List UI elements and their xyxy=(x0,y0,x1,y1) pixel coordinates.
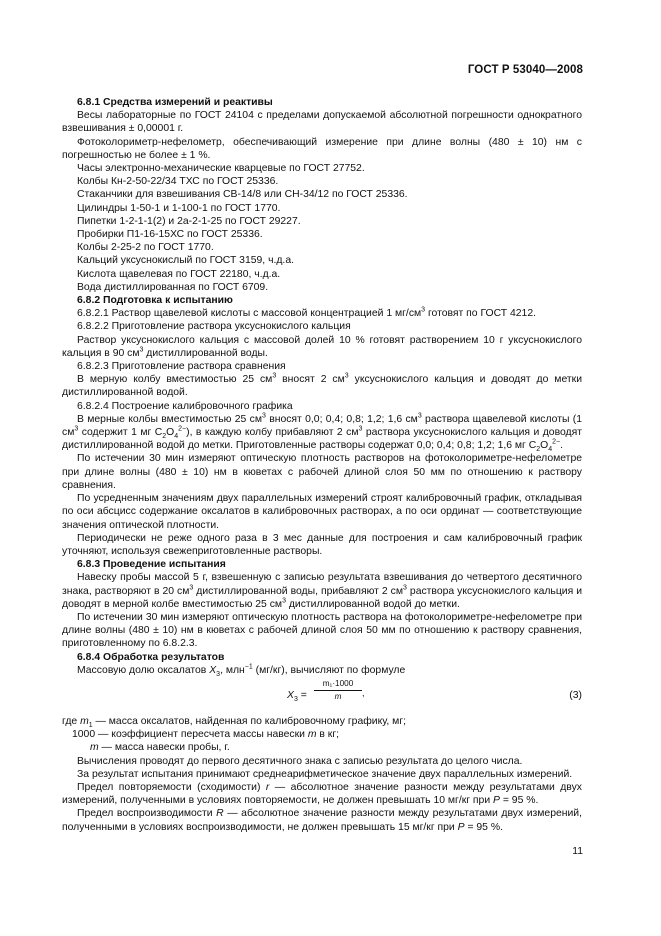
paragraph: По усредненным значениям двух параллельных измерений строят калибровочный график, откладывая по оси абсцисс содержание оксалатов в калибровочных растворах, а по оси ординат — соответствующие значения оптической плотности. xyxy=(62,493,582,531)
paragraph: По истечении 30 мин измеряют оптическую плотность раствора на фотоколориметре-нефелометре при длине волны (480 ± 10) нм в кюветах с рабочей длиной слоя 50 мм по отношению к раствору сравнения, приготовленному по 6.8.2.3. xyxy=(62,611,582,650)
paragraph: За результат испытания принимают среднеарифметическое значение двух параллельных измерений. xyxy=(77,768,573,780)
equipment-item: Весы лабораторные по ГОСТ 24104 с пределами допускаемой абсолютной погрешности однократного взвешивания ± 0,00001 г. xyxy=(62,110,582,135)
paragraph: По истечении 30 мин измеряют оптическую плотность растворов на фотоколориметре-нефелометре при длине волны (480 ± 10) нм в кюветах с рабочей длиной слоя 50 мм по отношению к раствору сравнения. xyxy=(62,453,582,491)
paragraph: Предел повторяемости (сходимости) r — абсолютное значение разности между результатами двух измерений, полученными в условиях повторяемости, не должен превышать 10 мг/кг при P = 95 %. xyxy=(62,781,582,807)
paragraph: Предел воспроизводимости R — абсолютное значение разности между результатами двух измерений, полученными в условиях воспроизводимости, не должен превышать 15 мг/кг при P = 95 %. xyxy=(62,808,582,833)
paragraph: Навеску пробы массой 5 г, взвешенную с записью результата взвешивания до четвертого десятичного знака, растворяют в 20 $см^3$ дистиллированной воды, прибавляют 2 $см^3$ раствора уксуснокислого кальция и доводят в мерной колбе вместимостью 25 $см^3$ дистиллированной водой до метки. xyxy=(62,572,583,610)
section-heading-6-8-1: 6.8.1 Средства измерений и реактивы xyxy=(77,97,273,108)
equipment-item: Стаканчики для взвешивания СВ-14/8 или СН-34/12 по ГОСТ 25336. xyxy=(77,189,408,201)
equipment-item: Пробирки П1-16-15ХС по ГОСТ 25336. xyxy=(77,229,263,241)
fraction-denominator: m xyxy=(334,691,342,701)
section-heading-6-8-4: 6.8.4 Обработка результатов xyxy=(77,651,225,663)
equipment-item: Фотоколориметр-нефелометр, обеспечивающий измерение при длине волны (480 ± 10) нм с погрешностью не более ± 1 %. xyxy=(62,136,582,161)
equipment-item: Пипетки 1-2-1-1(2) и 2а-2-1-25 по ГОСТ 29227. xyxy=(77,215,301,227)
paragraph: 6.8.2.1 Раствор щавелевой кислоты с массовой концентрацией 1 $мг/см^3$ готовят по ГОСТ 4212. xyxy=(77,306,536,320)
reagent-item: Вода дистиллированная по ГОСТ 6709. xyxy=(77,281,269,293)
paragraph: В мерную колбу вместимостью 25 $см^3$ вносят 2 $см^3$ уксуснокислого кальция и доводят до метки дистиллированной водой. xyxy=(62,372,582,399)
equipment-item: Цилиндры 1-50-1 и 1-100-1 по ГОСТ 1770. xyxy=(77,202,281,214)
formula-3 xyxy=(62,679,582,713)
where-line: m — масса навески пробы, г. xyxy=(90,742,230,754)
where-line: 1000 — коэффициент пересчета массы навески m в кг; xyxy=(72,729,340,741)
paragraph: Массовую долю оксалатов $X_3$, млн$^{-1}$ (мг/кг), вычисляют по формуле xyxy=(77,663,406,678)
standard-header: ГОСТ Р 53040—2008 xyxy=(467,64,583,76)
paragraph: Раствор уксуснокислого кальция с массовой долей 10 % готовят растворением 10 г уксуснокислого кальция в 90 $см^3$ дистиллированной воды. xyxy=(62,334,582,359)
paragraph: Периодически не реже одного раза в 3 мес данные для построения и сам калибровочный график уточняют, используя свежеприготовленные растворы. xyxy=(62,532,582,557)
paragraph: В мерные колбы вместимостью 25 $см^3$ вносят 0,0; 0,4; 0,8; 1,2; 1,6 $см^3$ раствора щавелевой кислоты (1 $см^3$ содержит 1 мг $C_2O_4^{2-}$), в каждую колбу прибавляют 2 $см^3$ раствора уксуснокислого кальция и доводят дистиллированной водой до метки. Приготовленные растворы содержат 0,0; 0,4; 0,8; 1,2; 1,6 мг $C_2O_4^{2-}$. xyxy=(62,412,582,454)
reagent-item: Кальций уксуснокислый по ГОСТ 3159, ч.д.а. xyxy=(77,255,294,267)
paragraph: 6.8.2.3 Приготовление раствора сравнения xyxy=(77,361,286,373)
paragraph: 6.8.2.2 Приготовление раствора уксуснокислого кальция xyxy=(77,321,351,333)
section-heading-6-8-3: 6.8.3 Проведение испытания xyxy=(77,559,226,571)
formula-fraction xyxy=(314,679,362,702)
section-heading-6-8-2: 6.8.2 Подготовка к испытанию xyxy=(77,295,233,307)
paragraph: Вычисления проводят до первого десятичного знака с записью результата до целого числа. xyxy=(77,755,523,767)
equipment-item: Колбы 2-25-2 по ГОСТ 1770. xyxy=(77,242,214,254)
document-body xyxy=(62,96,582,834)
equipment-item: Колбы Кн-2-50-22/34 ТХС по ГОСТ 25336. xyxy=(77,176,279,188)
equipment-item: Часы электронно-механические кварцевые по ГОСТ 27752. xyxy=(77,163,365,175)
page-number: 11 xyxy=(572,846,583,857)
paragraph: 6.8.2.4 Построение калибровочного графика xyxy=(77,400,293,412)
reagent-item: Кислота щавелевая по ГОСТ 22180, ч.д.а. xyxy=(77,268,281,280)
formula-tail: , xyxy=(362,687,365,698)
where-line: где $m_1$ — масса оксалатов, найденная по калибровочному графику, мг; xyxy=(62,715,407,730)
formula-number: (3) xyxy=(569,689,582,701)
fraction-numerator: m₁·1000 xyxy=(314,679,362,691)
formula-lhs: $X_3$ = xyxy=(287,689,307,704)
